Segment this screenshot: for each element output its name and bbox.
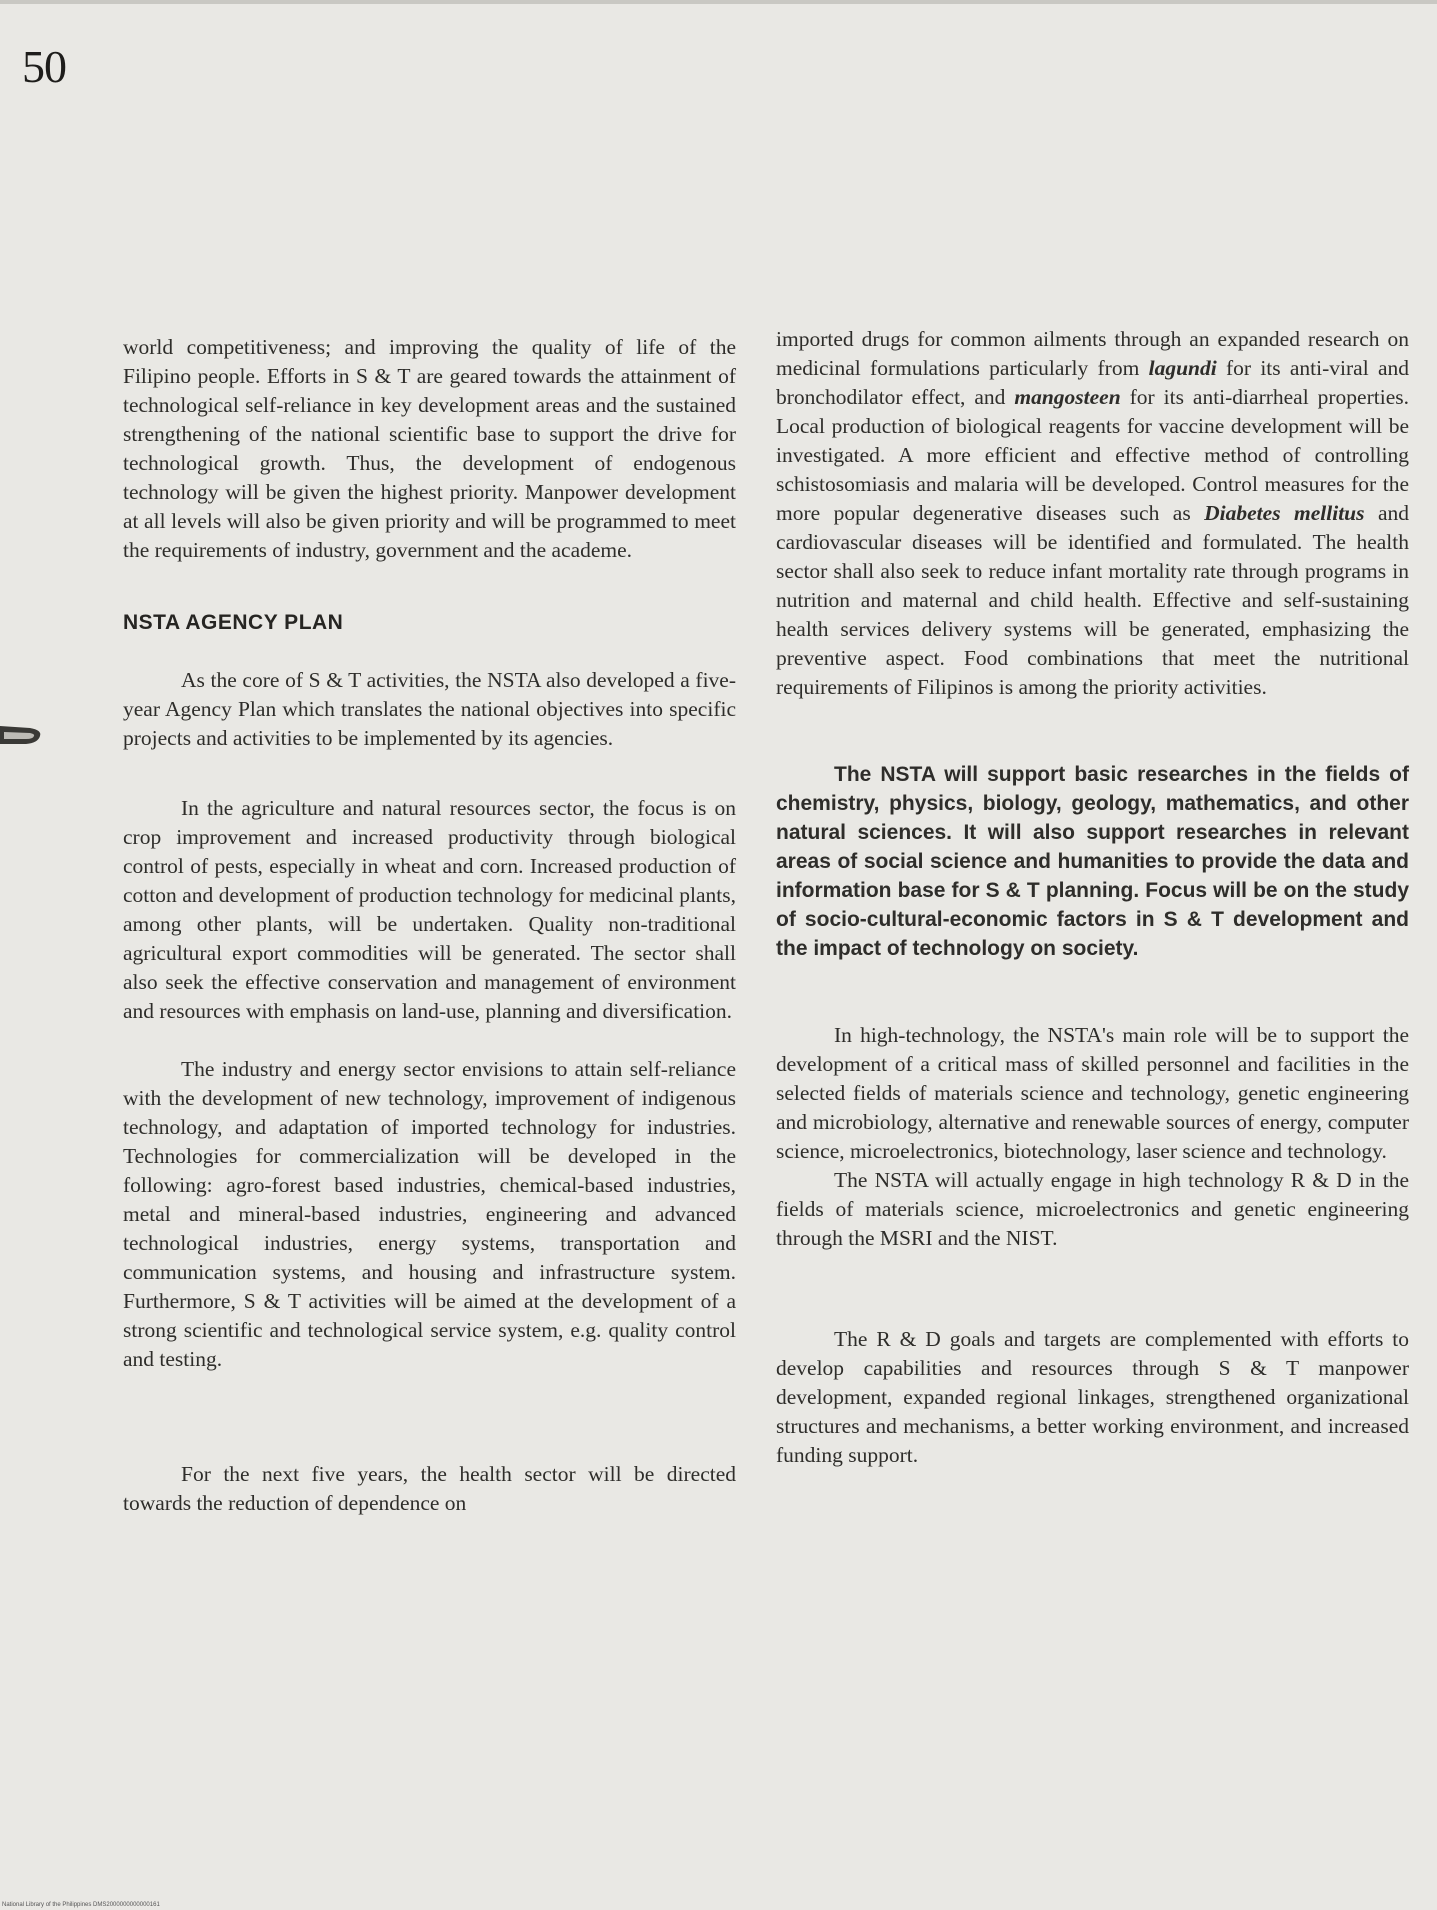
goals-paragraph: The R & D goals and targets are complemented with efforts to develop capabilities and resources through S & T manpower development, expanded regional linkages, strengthened organizational structures and mechanisms, a better working environment, and increased funding support. [776,1327,1409,1467]
health-text-1: imported drugs for common ailments through an expanded research on medicinal formulations particularly from [776,327,1409,380]
left-column [123,333,736,1518]
health-sector-continued [776,325,1409,702]
health-text-3: for its anti-diarrheal properties. Local production of biological reagents for vaccine development will be investigated. A more efficient and effective method of controlling schistosomiasis and malaria will be developed. Control measures for the more popular degenerative diseases such as [776,385,1409,525]
term-lagundi: lagundi [1148,356,1217,380]
health-sector-paragraph: For the next five years, the health sector will be directed towards the reduction of dependence on [123,1462,736,1515]
agency-plan-paragraph: As the core of S & T activities, the NSTA also developed a five-year Agency Plan which translates the national objectives into specific projects and activities to be implemented by its agencies. [123,668,736,750]
industry-energy-paragraph: The industry and energy sector envisions to attain self-reliance with the development of new technology, improvement of indigenous technology, and adaptation of imported technology for industries. Technologies for commercialization will be developed in the following: agro-forest based industries, chemical-based industries, metal and mineral-based industries, engineering and advanced technological industries, energy systems, transportation and communication systems, and housing and infrastructure system. Furthermore, S & T activities will be aimed at the development of a strong scientific and technological service system, e.g. quality control and testing. [123,1057,736,1371]
paper-clip-mark [0,722,44,748]
health-text-2: for its anti-viral and bronchodilator effect, and [776,356,1409,409]
research-development-paragraph: The NSTA will actually engage in high technology R & D in the fields of materials science, microelectronics and genetic engineering through the MSRI and the NIST. [776,1168,1409,1250]
page-number: 50 [22,41,66,92]
right-column [776,325,1409,1470]
term-diabetes-mellitus: Diabetes mellitus [1204,501,1365,525]
health-text-4: and cardiovascular diseases will be identified and formulated. The health sector shall also seek to reduce infant mortality rate through programs in nutrition and maternal and child health. Effective and self-sustaining health services delivery systems will be generated, emphasizing the preventive aspect. Food combinations that meet the nutritional requirements of Filipinos is among the priority activities. [776,501,1409,699]
intro-paragraph: world competitiveness; and improving the quality of life of the Filipino people. Efforts in S & T are geared towards the attainment of technological self-reliance in key development areas and the sustained strengthening of the national scientific base to support the drive for technological growth. Thus, the development of endogenous technology will be given the highest priority. Manpower development at all levels will also be given priority and will be programmed to meet the requirements of industry, government and the academe. [123,335,736,562]
top-edge-rule [0,0,1437,4]
basic-research-block [776,760,1409,963]
term-mangosteen: mangosteen [1014,385,1121,409]
section-heading: NSTA AGENCY PLAN [123,611,344,634]
basic-research-paragraph: The NSTA will support basic researches in the fields of chemistry, physics, biology, geology, mathematics, and other natural sciences. It will also support researches in relevant areas of social science and humanities to provide the data and information base for S & T planning. Focus will be on the study of socio-cultural-economic factors in S & T development and the impact of technology on society. [776,763,1409,960]
agriculture-paragraph: In the agriculture and natural resources sector, the focus is on crop improvement and increased productivity through biological control of pests, especially in wheat and corn. Increased production of cotton and development of production technology for medicinal plants, among other plants, will be undertaken. Quality non-traditional agricultural export commodities will be generated. The sector shall also seek the effective conservation and management of environment and resources with emphasis on land-use, planning and diversification. [123,796,736,1023]
scan-footer: National Library of the Philippines DMS2000000000000161 [2,1902,160,1908]
high-technology-paragraph: In high-technology, the NSTA's main role will be to support the development of a critical mass of skilled personnel and facilities in the selected fields of materials science and technology, genetic engineering and microbiology, alternative and renewable sources of energy, computer science, microelectronics, biotechnology, laser science and technology. [776,1023,1409,1163]
